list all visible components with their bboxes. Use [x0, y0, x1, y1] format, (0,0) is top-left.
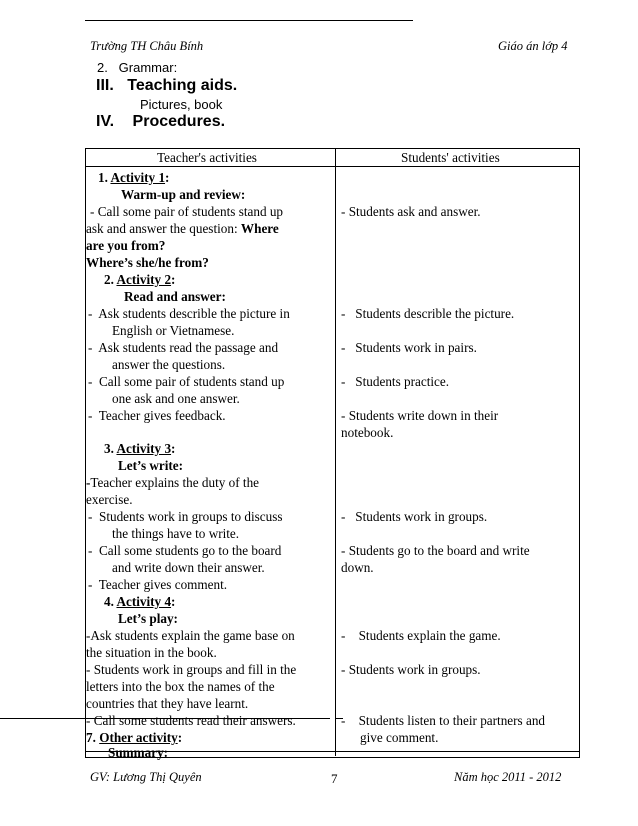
left-line: the situation in the book.: [86, 645, 217, 660]
activity-4-label: Activity 4: [116, 594, 172, 609]
left-line: letters into the box the names of the: [86, 679, 275, 694]
bottom-rule: [85, 757, 580, 758]
right-line: - Students work in groups.: [341, 509, 488, 524]
left-line: the things have to write.: [112, 526, 240, 541]
activity-2-heading: 2. Activity 2:: [104, 272, 176, 287]
activity-3-heading: 3. Activity 3:: [104, 441, 176, 456]
section-4-title: Procedures.: [132, 113, 226, 130]
strike-rule-right: [335, 718, 343, 719]
section-4-number: IV.: [96, 113, 115, 130]
left-line: - Call some pair of students stand up: [90, 204, 284, 219]
strike-rule: [0, 718, 330, 719]
right-line: - Students go to the board and write: [341, 543, 530, 558]
footer-teacher: GV: Lương Thị Quyên: [90, 770, 202, 784]
page-number: 7: [331, 771, 338, 786]
left-line: - Students work in groups and fill in the: [86, 662, 297, 677]
activity-1-heading: 1. Activity 1:: [98, 170, 170, 185]
left-line: Where’s she/he from?: [86, 255, 209, 270]
footer-year: Năm học 2011 - 2012: [454, 770, 562, 784]
right-line: - Students work in groups.: [341, 662, 481, 677]
left-line: - Call some students go to the board: [88, 543, 282, 558]
right-line: - Students listen to their partners and: [341, 713, 546, 728]
left-line: and write down their answer.: [112, 560, 265, 575]
activity-3-label: Activity 3: [116, 441, 172, 456]
left-line: answer the questions.: [112, 357, 226, 372]
top-rule: [85, 20, 413, 21]
header-school: Trường TH Châu Bính: [90, 39, 204, 53]
left-line: exercise.: [86, 492, 133, 507]
grammar-line: 2. Grammar:: [97, 60, 178, 75]
right-line: notebook.: [341, 425, 394, 440]
right-line: give comment.: [360, 730, 439, 745]
section-4-heading: [96, 113, 225, 131]
section-3-heading: [96, 77, 237, 95]
other-activity-heading: 7. Other activity:: [86, 730, 183, 745]
left-line: English or Vietnamese.: [112, 323, 235, 338]
col-students-header: Students' activities: [401, 150, 500, 165]
left-line: -Ask students explain the game base on: [86, 628, 295, 643]
section-3-number: III.: [96, 77, 114, 94]
col-teacher-header: Teacher's activities: [157, 150, 257, 165]
lets-write-heading: Let’s write:: [118, 458, 184, 473]
left-line: - Students work in groups to discuss: [88, 509, 283, 524]
left-line: - Call some pair of students stand up: [88, 374, 285, 389]
warm-up-heading: Warm-up and review:: [121, 187, 246, 202]
teaching-aids-text: Pictures, book: [140, 97, 223, 112]
left-line: - Ask students describle the picture in: [88, 306, 290, 321]
right-line: - Students practice.: [341, 374, 450, 389]
summary-heading: Summary:: [108, 745, 169, 760]
right-line: - Students explain the game.: [341, 628, 501, 643]
left-line: - Teacher gives comment.: [88, 577, 228, 592]
right-line: - Students describle the picture.: [341, 306, 515, 321]
read-answer-heading: Read and answer:: [124, 289, 226, 304]
activity-2-label: Activity 2: [116, 272, 172, 287]
other-activity-label: Other activity: [99, 730, 178, 745]
section-3-title: Teaching aids.: [127, 77, 238, 94]
left-line: -Teacher explains the duty of the: [86, 475, 260, 490]
header-subject: Giáo án lớp 4: [498, 39, 568, 53]
table-column-divider: [335, 148, 336, 756]
left-line: countries that they have learnt.: [86, 696, 249, 711]
bottom-rule-double: [85, 751, 580, 752]
activity-4-heading: 4. Activity 4:: [104, 594, 176, 609]
right-line: - Students write down in their: [341, 408, 499, 423]
left-line: ask and answer the question: Where: [86, 221, 279, 236]
activity-1-label: Activity 1: [110, 170, 166, 185]
lets-play-heading: Let’s play:: [118, 611, 178, 626]
left-line: - Teacher gives feedback.: [88, 408, 226, 423]
right-line: - Students ask and answer.: [341, 204, 481, 219]
right-line: - Students work in pairs.: [341, 340, 477, 355]
left-line: - Ask students read the passage and: [88, 340, 279, 355]
left-line: are you from?: [86, 238, 166, 253]
left-line: - Call some students read their answers.: [86, 713, 296, 728]
right-line: down.: [341, 560, 374, 575]
table-header-divider: [85, 166, 579, 167]
left-line: one ask and one answer.: [112, 391, 240, 406]
